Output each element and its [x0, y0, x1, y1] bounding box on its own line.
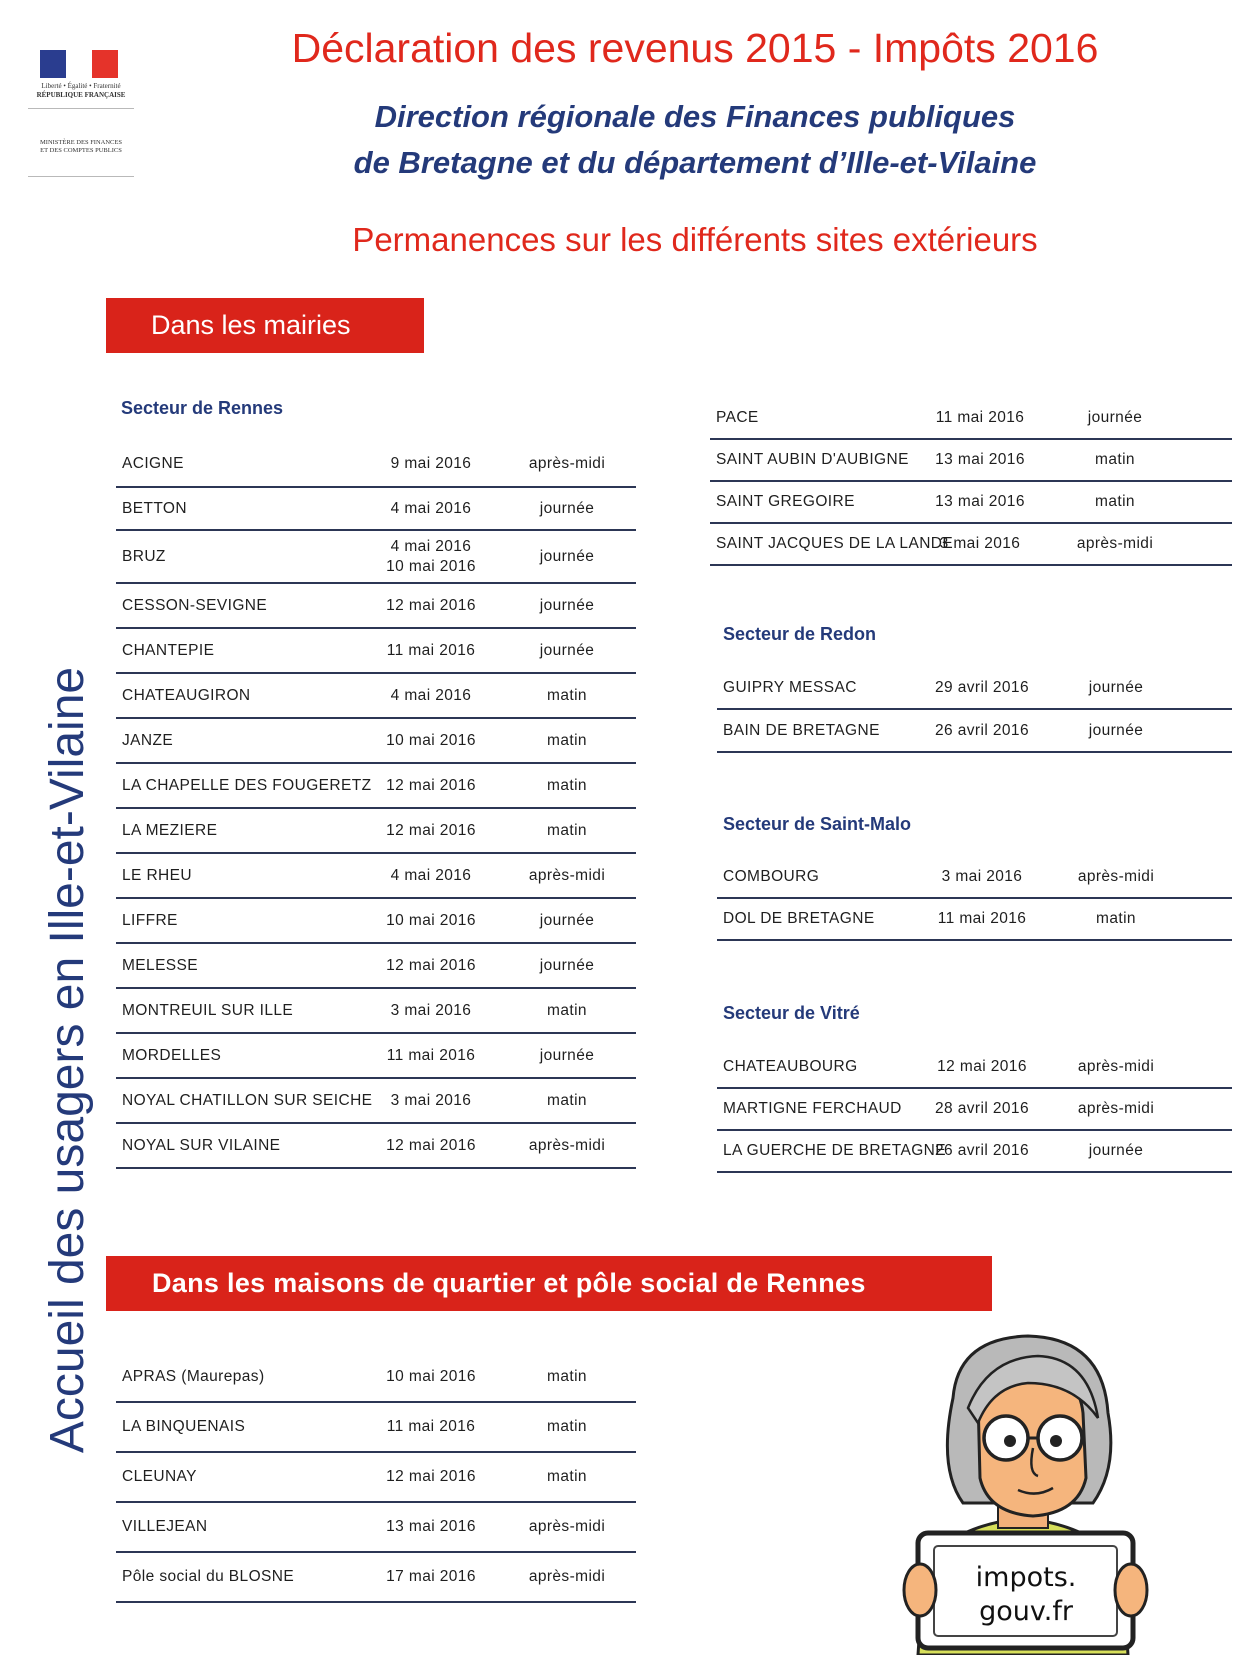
table-row [717, 857, 1232, 899]
location-name: CHATEAUGIRON [122, 686, 251, 704]
location-name: LA CHAPELLE DES FOUGERETZ [122, 776, 372, 794]
location-name: SAINT AUBIN D'AUBIGNE [716, 451, 909, 468]
date-value: 4 mai 2016 [390, 537, 472, 555]
sector-title-saint-malo: Secteur de Saint-Malo [723, 814, 912, 834]
republique-francaise-logo [28, 42, 134, 102]
location-name: LA MEZIERE [122, 821, 218, 839]
date-cell: 4 mai 2016 [390, 686, 472, 704]
side-title: Accueil des usagers en Ille-et-Vilaine [41, 666, 94, 1454]
table-row [116, 764, 636, 809]
date-cell: 11 mai 2016 [386, 1418, 476, 1435]
ministry-logo [28, 125, 134, 165]
period-cell: après-midi [1077, 1100, 1155, 1117]
date-cell: 11 mai 2016 [935, 409, 1025, 426]
period-cell: journée [1088, 721, 1144, 739]
table-row [116, 854, 636, 899]
date-cell: 17 mai 2016 [386, 1568, 476, 1585]
location-name: SAINT JACQUES DE LA LANDE [716, 535, 954, 552]
location-name: COMBOURG [723, 868, 820, 885]
period-cell: matin [1096, 910, 1136, 927]
period-cell: après-midi [1077, 1058, 1155, 1075]
date-cell: 9 mai 2016 [390, 455, 472, 472]
table-row [116, 1124, 636, 1169]
sector-title-rennes: Secteur de Rennes [121, 398, 284, 418]
period-cell: matin [547, 821, 587, 839]
date-cell: 12 mai 2016 [386, 821, 476, 839]
table-row [710, 524, 1232, 566]
table-row [717, 899, 1232, 941]
period-cell: journée [539, 596, 595, 614]
table-row [116, 989, 636, 1034]
table-row [116, 1553, 636, 1603]
period-cell: journée [539, 547, 595, 565]
location-name: LA GUERCHE DE BRETAGNE [723, 1142, 946, 1159]
ministry-name-2: ET DES COMPTES PUBLICS [40, 147, 122, 154]
date-cell: 12 mai 2016 [386, 596, 476, 614]
table-row [116, 629, 636, 674]
date-cell: 26 avril 2016 [935, 1142, 1029, 1159]
location-name: LIFFRE [122, 911, 178, 929]
period-cell: après-midi [528, 455, 606, 472]
period-cell: matin [547, 1368, 587, 1385]
table-row [116, 1503, 636, 1553]
location-name: BAIN DE BRETAGNE [723, 721, 880, 739]
table-row [116, 1403, 636, 1453]
period-cell: matin [547, 686, 587, 704]
date-cell: 12 mai 2016 [386, 1136, 476, 1154]
date-cell: 10 mai 2016 [386, 1368, 476, 1385]
date-cell: 10 mai 2016 [386, 911, 476, 929]
date-cell: 12 mai 2016 [937, 1058, 1027, 1075]
quartiers-banner: Dans les maisons de quartier et pôle social de Rennes [106, 1256, 992, 1311]
location-name: JANZE [122, 731, 174, 749]
date-cell: 28 avril 2016 [935, 1100, 1029, 1117]
period-cell: matin [547, 1001, 587, 1019]
table-row [116, 584, 636, 629]
location-name: NOYAL CHATILLON SUR SEICHE [122, 1091, 373, 1109]
rf-motto: Liberté • Égalité • Fraternité RÉPUBLIQUE FRANÇAISE [36, 82, 126, 99]
location-name: Pôle social du BLOSNE [122, 1568, 295, 1585]
table-row [710, 398, 1232, 440]
location-name: GUIPRY MESSAC [723, 678, 857, 696]
tablet-text-2: gouv.fr [979, 1596, 1073, 1627]
table-row [116, 899, 636, 944]
period-cell: journée [539, 641, 595, 659]
logo-divider [28, 176, 134, 177]
date-cell: 11 mai 2016 [386, 641, 476, 659]
period-cell: journée [539, 911, 595, 929]
location-name: APRAS (Maurepas) [122, 1368, 265, 1385]
location-name: NOYAL SUR VILAINE [122, 1136, 281, 1154]
period-cell: matin [547, 776, 587, 794]
date-cell: 29 avril 2016 [935, 678, 1029, 696]
page-title: Déclaration des revenus 2015 - Impôts 2016 [291, 25, 1099, 71]
period-cell: journée [539, 1046, 595, 1064]
ministry-name: MINISTÈRE DES FINANCES [40, 139, 122, 146]
location-name: LA BINQUENAIS [122, 1418, 246, 1435]
table-row [116, 1453, 636, 1503]
location-name: DOL DE BRETAGNE [723, 910, 875, 927]
date-cell: 3 mai 2016 [939, 535, 1021, 552]
date-cell: 13 mai 2016 [935, 493, 1025, 510]
table-row [116, 442, 636, 488]
date-cell: 13 mai 2016 [386, 1518, 476, 1535]
location-name: MARTIGNE FERCHAUD [723, 1100, 902, 1117]
table-row [116, 531, 636, 584]
table-row [116, 1079, 636, 1124]
sector-title-redon: Secteur de Redon [723, 624, 877, 644]
page-subtitle: Direction régionale des Finances publiques de Bretagne et du département d’Ille-et-Vilaine [353, 99, 1037, 180]
location-name: CHATEAUBOURG [723, 1058, 858, 1075]
table-row [116, 719, 636, 764]
date-cell: 3 mai 2016 [390, 1091, 472, 1109]
date-cell: 3 mai 2016 [390, 1001, 472, 1019]
period-cell: après-midi [528, 1518, 606, 1535]
period-cell: matin [547, 731, 587, 749]
date-cell: 13 mai 2016 [935, 451, 1025, 468]
location-name: CHANTEPIE [122, 641, 215, 659]
period-cell: après-midi [528, 866, 606, 884]
location-name: CLEUNAY [122, 1468, 197, 1485]
period-cell: après-midi [1076, 535, 1154, 552]
date-cell: 4 mai 2016 [390, 499, 472, 517]
date-cell [366, 531, 496, 582]
mairies-banner: Dans les mairies [106, 298, 424, 353]
period-cell: matin [547, 1468, 587, 1485]
table-row [116, 488, 636, 531]
period-cell: matin [1095, 493, 1135, 510]
table-row [717, 1047, 1232, 1089]
location-name: LE RHEU [122, 866, 192, 884]
period-cell: matin [547, 1091, 587, 1109]
period-cell: journée [539, 956, 595, 974]
period-cell: matin [1095, 451, 1135, 468]
tablet-text-1: impots. [975, 1562, 1077, 1593]
tax-person-illustration [878, 1328, 1168, 1655]
period-cell: après-midi [528, 1568, 606, 1585]
table-row [116, 674, 636, 719]
date-value-2: 10 mai 2016 [386, 557, 476, 575]
table-row [116, 809, 636, 854]
table-row [710, 482, 1232, 524]
table-row [116, 944, 636, 989]
table-row [116, 1034, 636, 1079]
location-name: BETTON [122, 499, 187, 517]
location-name: SAINT GREGOIRE [716, 493, 855, 510]
period-cell: après-midi [1077, 868, 1155, 885]
logo-divider [28, 108, 134, 109]
date-cell: 3 mai 2016 [941, 868, 1023, 885]
location-name: MONTREUIL SUR ILLE [122, 1001, 294, 1019]
location-name: VILLEJEAN [122, 1518, 208, 1535]
period-cell: journée [1088, 678, 1144, 696]
period-cell: journée [539, 499, 595, 517]
table-row [717, 710, 1232, 753]
sector-title-vitre: Secteur de Vitré [723, 1003, 860, 1023]
date-cell: 4 mai 2016 [390, 866, 472, 884]
period-cell: journée [1088, 1142, 1144, 1159]
location-name: BRUZ [122, 547, 166, 565]
period-cell: après-midi [528, 1136, 606, 1154]
table-row [717, 667, 1232, 710]
period-cell: journée [1087, 409, 1143, 426]
location-name: CESSON-SEVIGNE [122, 596, 268, 614]
french-flag-icon [40, 50, 118, 78]
date-cell: 26 avril 2016 [935, 721, 1029, 739]
date-cell: 12 mai 2016 [386, 956, 476, 974]
location-name: ACIGNE [122, 455, 184, 472]
table-row [717, 1089, 1232, 1131]
date-cell: 11 mai 2016 [937, 910, 1027, 927]
date-cell: 12 mai 2016 [386, 776, 476, 794]
location-name: MORDELLES [122, 1046, 222, 1064]
date-cell: 10 mai 2016 [386, 731, 476, 749]
permanences-heading: Permanences sur les différents sites extérieurs [352, 221, 1038, 258]
period-cell: matin [547, 1418, 587, 1435]
location-name: PACE [716, 409, 759, 426]
date-cell: 12 mai 2016 [386, 1468, 476, 1485]
table-row [717, 1131, 1232, 1173]
location-name: MELESSE [122, 956, 199, 974]
date-cell: 11 mai 2016 [386, 1046, 476, 1064]
table-row [116, 1353, 636, 1403]
table-row [710, 440, 1232, 482]
